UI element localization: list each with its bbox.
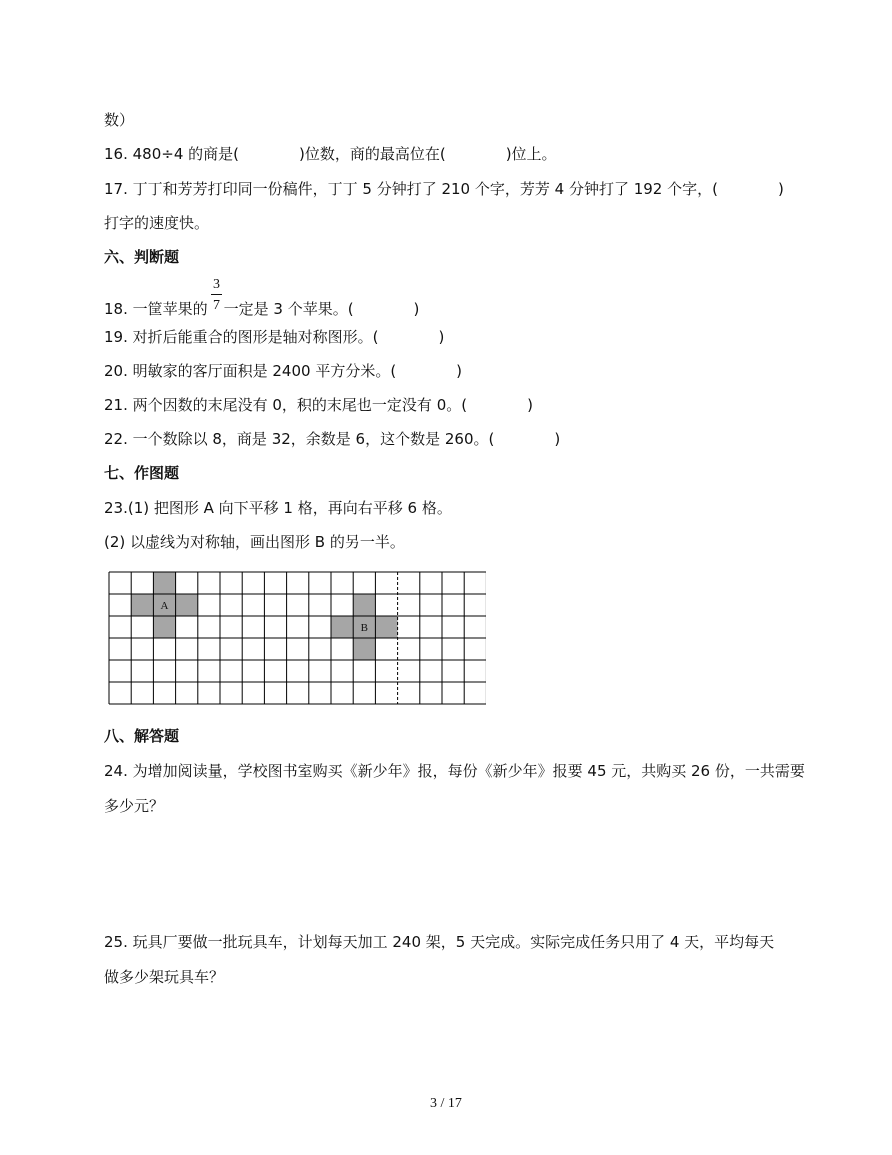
question-24-line1: 24. 为增加阅读量，学校图书室购买《新少年》报，每份《新少年》报要 45 元，共购买 26 份，一共需要 bbox=[104, 762, 805, 780]
question-18-suffix: 一定是 3 个苹果。( ) bbox=[223, 300, 420, 318]
question-17-line1: 17. 丁丁和芳芳打印同一份稿件，丁丁 5 分钟打了 210 个字，芳芳 4 分钟打了 192 个字，( ) bbox=[104, 180, 784, 198]
continued-text: 数） bbox=[104, 111, 135, 129]
question-16: 16. 480÷4 的商是( )位数，商的最高位在( )位上。 bbox=[104, 145, 557, 163]
question-23-part1: 23.(1) 把图形 A 向下平移 1 格，再向右平移 6 格。 bbox=[104, 499, 452, 517]
shaded-cell bbox=[353, 594, 375, 616]
question-22: 22. 一个数除以 8，商是 32，余数是 6，这个数是 260。( ) bbox=[104, 430, 561, 448]
shaded-cell bbox=[153, 616, 175, 638]
question-25-line1: 25. 玩具厂要做一批玩具车，计划每天加工 240 架，5 天完成。实际完成任务只用了 4 天，平均每天 bbox=[104, 933, 775, 951]
shaded-cell bbox=[131, 594, 153, 616]
fraction-bar bbox=[211, 294, 222, 295]
section-8-heading: 八、解答题 bbox=[104, 727, 180, 745]
question-24-line2: 多少元？ bbox=[104, 797, 165, 815]
fraction-denominator: 7 bbox=[213, 298, 220, 313]
shaded-cell bbox=[153, 572, 175, 594]
question-23-part2: (2) 以虚线为对称轴，画出图形 B 的另一半。 bbox=[104, 533, 405, 551]
figure-b-label: B bbox=[360, 622, 368, 634]
question-19: 19. 对折后能重合的图形是轴对称图形。( ) bbox=[104, 328, 445, 346]
shaded-cell bbox=[375, 616, 397, 638]
fraction-numerator: 3 bbox=[213, 277, 220, 292]
shaded-cell bbox=[176, 594, 198, 616]
question-18 bbox=[104, 299, 419, 319]
section-7-heading: 七、作图题 bbox=[104, 464, 180, 482]
drawing-grid bbox=[108, 571, 486, 709]
grid-svg bbox=[108, 571, 486, 705]
shaded-cell bbox=[353, 638, 375, 660]
question-17-line2: 打字的速度快。 bbox=[104, 214, 210, 232]
section-6-heading: 六、判断题 bbox=[104, 248, 180, 266]
figure-a-label: A bbox=[160, 600, 169, 612]
question-18-prefix: 18. 一筐苹果的 bbox=[104, 300, 208, 318]
page-number: 3 / 17 bbox=[430, 1096, 462, 1111]
question-20: 20. 明敏家的客厅面积是 2400 平方分米。( ) bbox=[104, 362, 463, 380]
question-21: 21. 两个因数的末尾没有 0，积的末尾也一定没有 0。( ) bbox=[104, 396, 533, 414]
shaded-cell bbox=[331, 616, 353, 638]
question-25-line2: 做多少架玩具车？ bbox=[104, 968, 225, 986]
